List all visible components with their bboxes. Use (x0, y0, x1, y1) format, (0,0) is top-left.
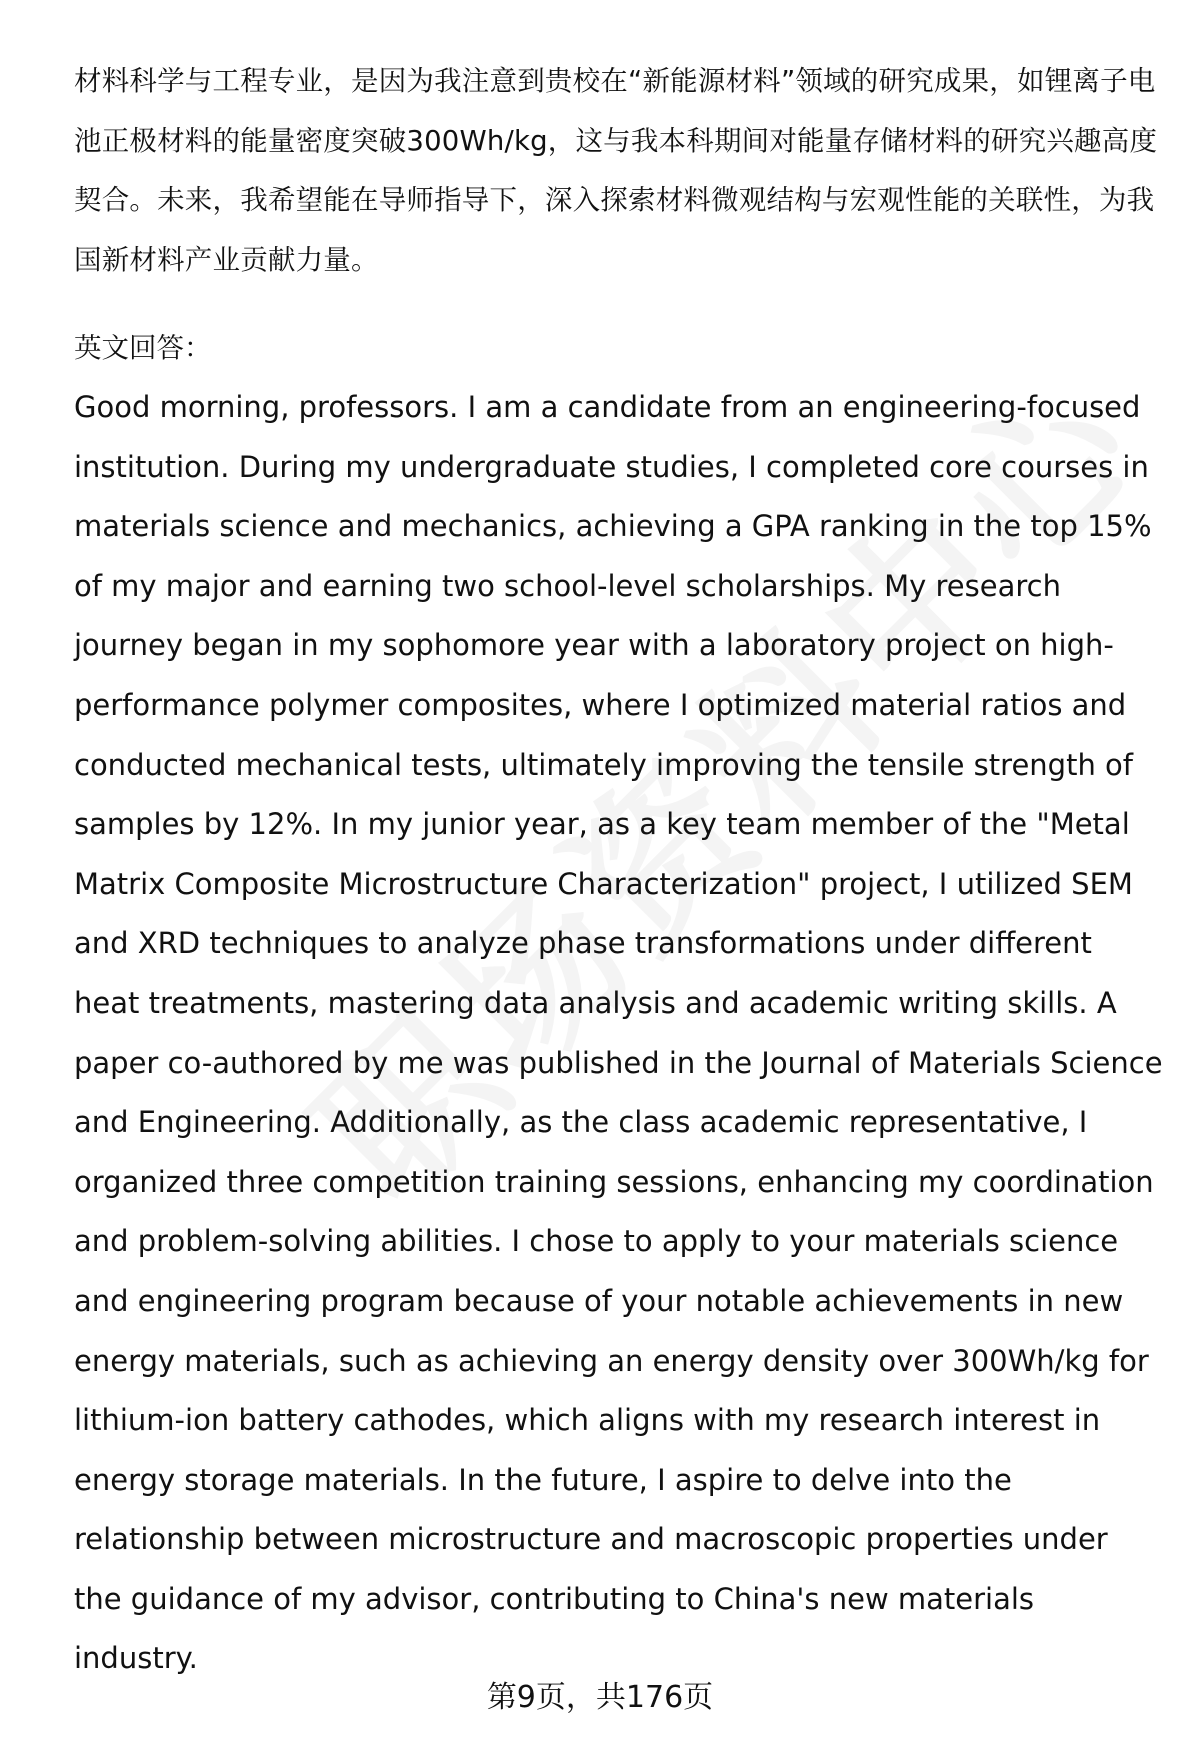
page-number-footer: 第9页，共176页 (486, 1680, 714, 1715)
chinese-paragraph: 材料科学与工程专业，是因为我注意到贵校在“新能源材料”领域的研究成果，如锂离子电池正极材料的能量密度突破300Wh/kg，这与我本科期间对能量存储材料的研究兴趣高度契合。未来，我希望能在导师指导下，深入探索材料微观结构与宏观性能的关联性，为我国新材料产业贡献力量。 (74, 65, 1158, 276)
document-body (74, 52, 1164, 1689)
english-answer-label: 英文回答： (74, 332, 212, 364)
english-paragraph: Good morning, professors. I am a candidate from an engineering-focused institution. During my undergraduate studies, I completed core courses in materials science and mechanics, achieving a GPA ranking in the top 15% of my major and earning two school-level scholarships. My research journey began in my sophomore year with a laboratory project on high-performance polymer composites, where I optimized material ratios and conducted mechanical tests, ultimately improving the tensile strength of samples by 12%. In my junior year, as a key team member of the "Metal Matrix Composite Microstructure Characterization" project, I utilized SEM and XRD techniques to analyze phase transformations under different heat treatments, mastering data analysis and academic writing skills. A paper co-authored by me was published in the Journal of Materials Science and Engineering. Additionally, as the class academic representative, I organized three competition training sessions, enhancing my coordination and problem-solving abilities. I chose to apply to your materials science and engineering program because of your notable achievements in new energy materials, such as achieving an energy density over 300Wh/kg for lithium-ion battery cathodes, which aligns with my research interest in energy storage materials. In the future, I aspire to delve into the relationship between microstructure and macroscopic properties under the guidance of my advisor, contributing to China's new materials industry. (74, 390, 1163, 1676)
